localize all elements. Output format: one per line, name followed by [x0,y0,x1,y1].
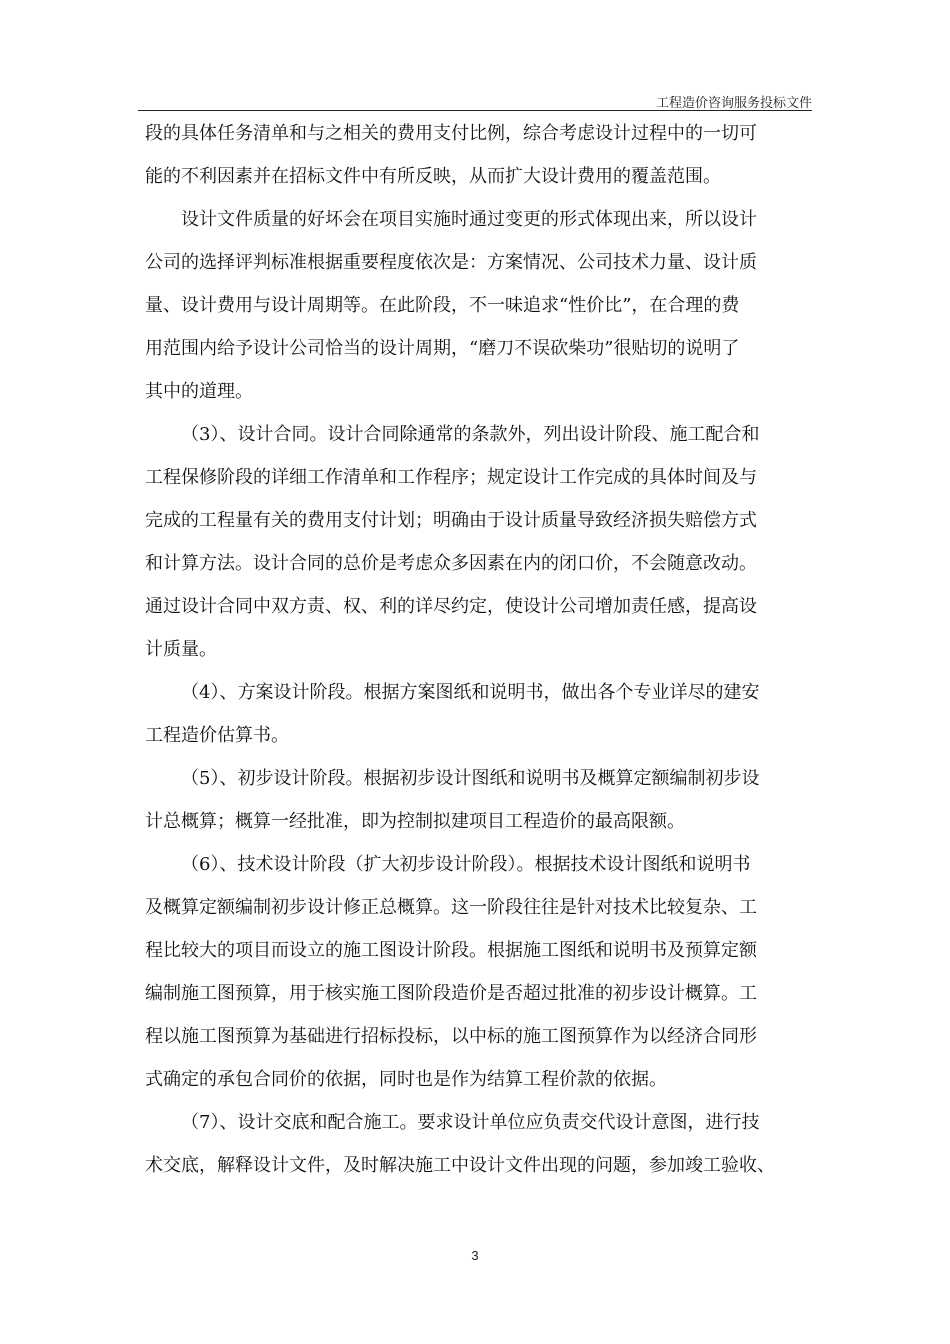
text-line: 程比较大的项目而设立的施工图设计阶段。根据施工图纸和说明书及预算定额 [145,940,757,961]
text-line: 工程造价估算书。 [145,725,289,746]
text-line: 编制施工图预算，用于核实施工图阶段造价是否超过批准的初步设计概算。工 [145,983,757,1004]
paragraph-start-line: 设计文件质量的好坏会在项目实施时通过变更的形式体现出来，所以设计 [181,209,757,230]
header-rule [138,110,812,111]
text-line: 工程保修阶段的详细工作清单和工作程序；规定设计工作完成的具体时间及与 [145,467,757,488]
text-line: 公司的选择评判标准根据重要程度依次是：方案情况、公司技术力量、设计质 [145,252,757,273]
page-number: 3 [471,1248,479,1263]
paragraph-start-line: （5）、初步设计阶段。根据初步设计图纸和说明书及概算定额编制初步设 [181,768,760,789]
text-line: 能的不利因素并在招标文件中有所反映，从而扩大设计费用的覆盖范围。 [145,166,721,187]
text-line: 通过设计合同中双方责、权、利的详尽约定，使设计公司增加责任感，提高设 [145,596,757,617]
text-line: 量、设计费用与设计周期等。在此阶段，不一味追求“性价比”，在合理的费 [145,295,740,316]
page-header-title: 工程造价咨询服务投标文件 [655,96,812,111]
text-line: 计质量。 [145,639,217,660]
body-text [145,112,809,1187]
paragraph-start-line: （4）、方案设计阶段。根据方案图纸和说明书，做出各个专业详尽的建安 [181,682,760,703]
text-line: 其中的道理。 [145,381,253,402]
text-line: 段的具体任务清单和与之相关的费用支付比例，综合考虑设计过程中的一切可 [145,123,757,144]
text-line: 计总概算；概算一经批准，即为控制拟建项目工程造价的最高限额。 [145,811,685,832]
text-line: 完成的工程量有关的费用支付计划；明确由于设计质量导致经济损失赔偿方式 [145,510,757,531]
text-line: 用范围内给予设计公司恰当的设计周期，“磨刀不误砍柴功”很贴切的说明了 [145,338,740,359]
paragraph-start-line: （7）、设计交底和配合施工。要求设计单位应负责交代设计意图，进行技 [181,1112,760,1133]
paragraph-start-line: （6）、技术设计阶段（扩大初步设计阶段）。根据技术设计图纸和说明书 [181,854,751,875]
text-line: 和计算方法。设计合同的总价是考虑众多因素在内的闭口价，不会随意改动。 [145,553,757,574]
paragraph-start-line: （3）、设计合同。设计合同除通常的条款外，列出设计阶段、施工配合和 [181,424,760,445]
text-line: 术交底，解释设计文件，及时解决施工中设计文件出现的问题，参加竣工验收、 [145,1155,775,1176]
text-line: 程以施工图预算为基础进行招标投标，以中标的施工图预算作为以经济合同形 [145,1026,757,1047]
text-line: 式确定的承包合同价的依据，同时也是作为结算工程价款的依据。 [145,1069,667,1090]
text-line: 及概算定额编制初步设计修正总概算。这一阶段往往是针对技术比较复杂、工 [145,897,757,918]
